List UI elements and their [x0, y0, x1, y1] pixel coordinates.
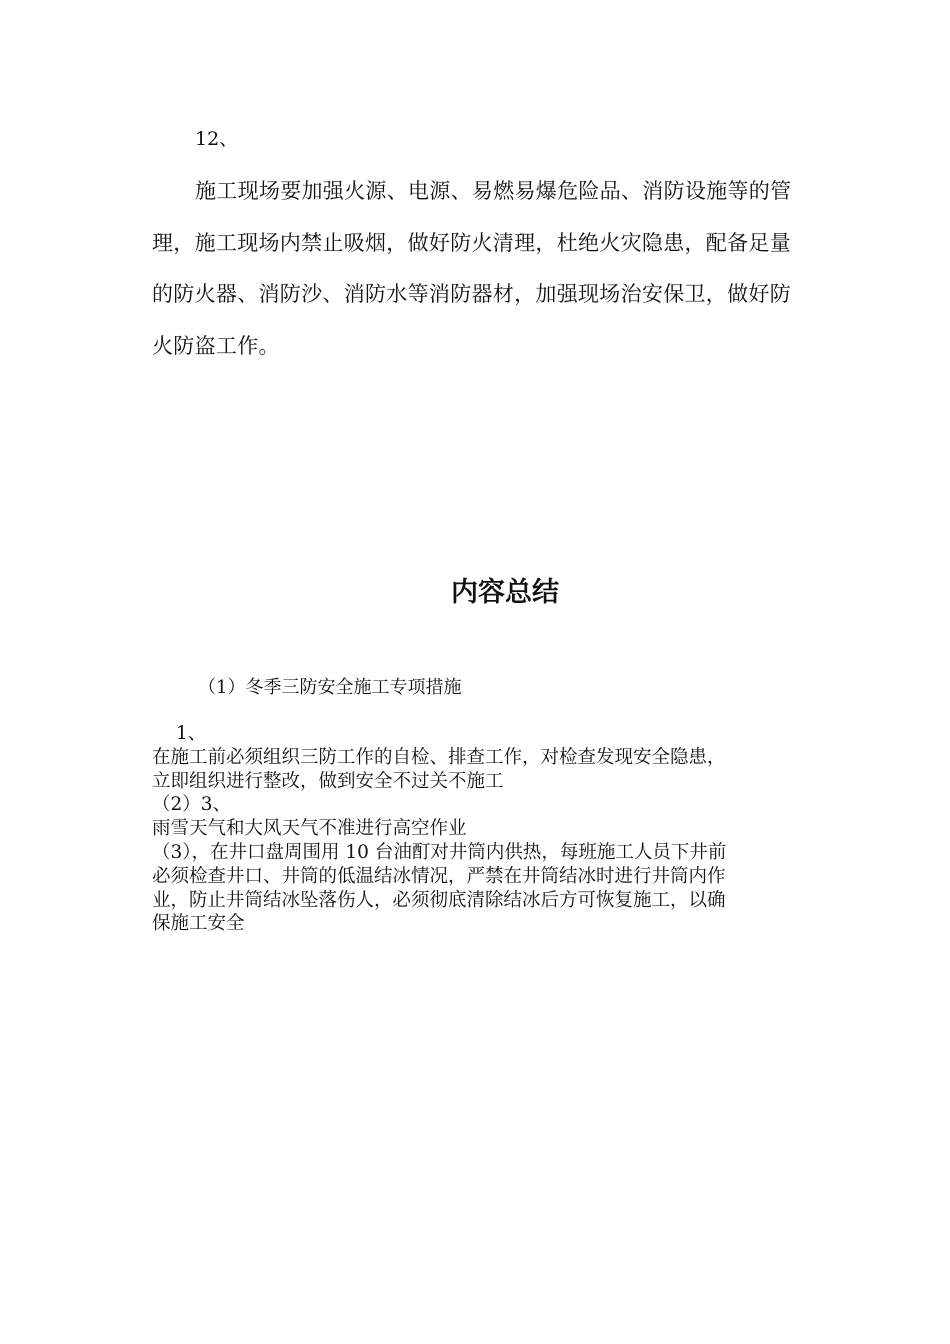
summary-line: 保施工安全 — [152, 913, 245, 935]
summary-line: （2）3、 — [152, 794, 232, 816]
summary-line: 业，防止井筒结冰坠落伤人，必须彻底清除结冰后方可恢复施工，以确 — [152, 889, 726, 911]
fire-safety-paragraph: 施工现场要加强火源、电源、易燃易爆危险品、消防设施等的管理，施工现场内禁止吸烟，做好防火清理，杜绝火灾隐患，配备足量的防火器、消防沙、消防水等消防器材，加强现场治安保卫，做好防火防盗工作。 — [152, 179, 792, 358]
summary-line: 雨雪天气和大风天气不准进行高空作业 — [152, 818, 467, 840]
item-number: 12、 — [195, 128, 239, 150]
summary-body — [152, 722, 800, 936]
summary-line: 必须检查井口、井筒的低温结冰情况，严禁在井筒结冰时进行井筒内作 — [152, 865, 726, 887]
summary-line: 1、 — [176, 723, 207, 744]
summary-subheading: （1）冬季三防安全施工专项措施 — [198, 677, 462, 698]
summary-line: （3），在井口盘周围用 10 台油酊对井筒内供热，每班施工人员下井前 — [152, 841, 727, 863]
summary-line: 在施工前必须组织三防工作的自检、排查工作，对检查发现安全隐患， — [152, 746, 726, 768]
summary-title: 内容总结 — [451, 577, 559, 608]
summary-line: 立即组织进行整改，做到安全不过关不施工 — [152, 770, 504, 792]
